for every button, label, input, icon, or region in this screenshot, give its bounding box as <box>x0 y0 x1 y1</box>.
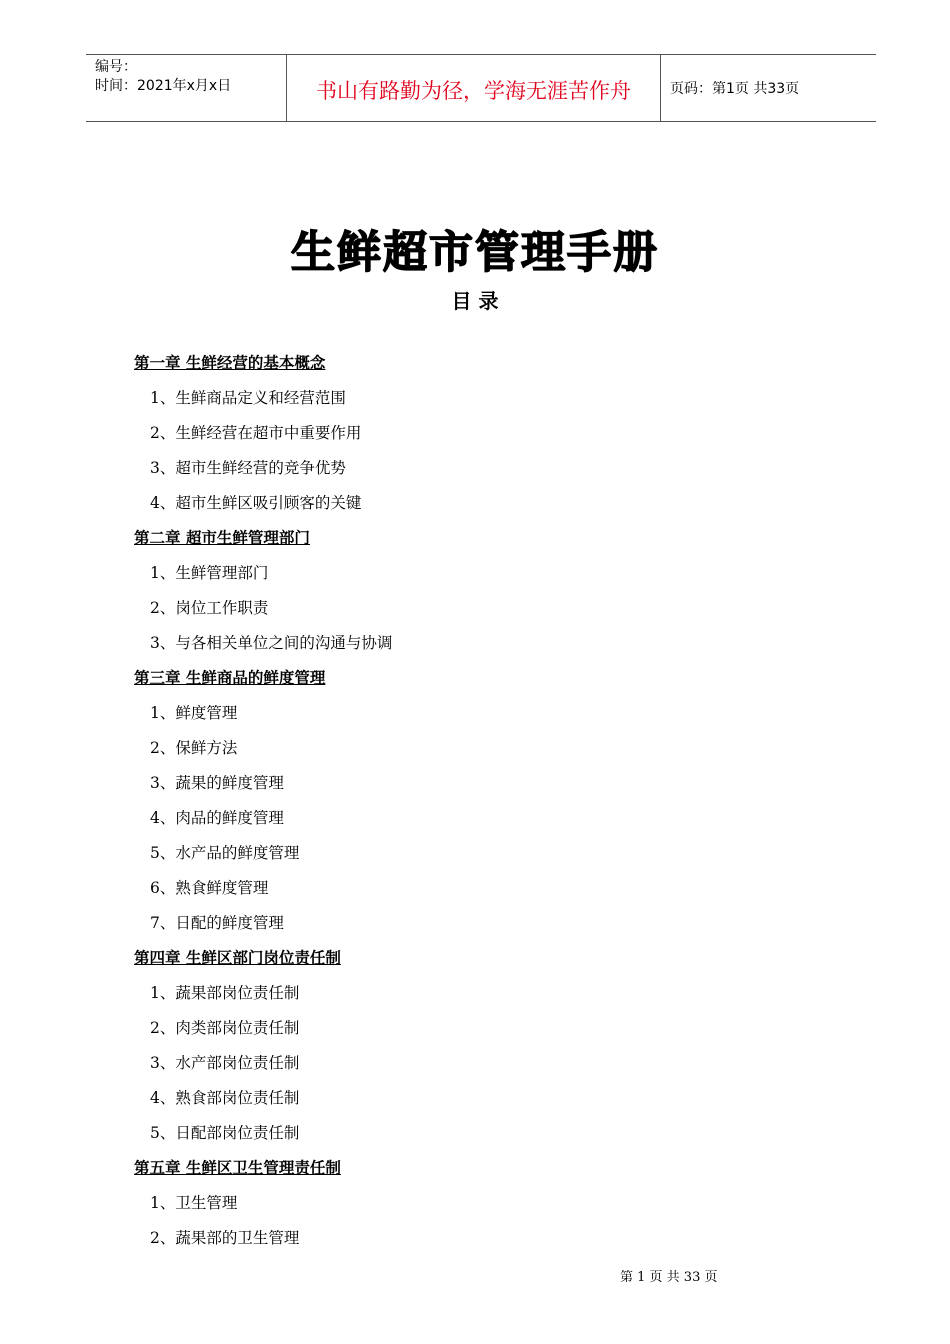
toc-item: 3、与各相关单位之间的沟通与协调 <box>150 634 393 652</box>
toc-item: 3、蔬果的鲜度管理 <box>150 774 284 792</box>
toc-item: 1、卫生管理 <box>150 1194 238 1212</box>
page-header <box>86 54 876 122</box>
toc-item: 2、保鲜方法 <box>150 739 238 757</box>
toc-item: 3、超市生鲜经营的竞争优势 <box>150 459 346 477</box>
toc-item: 4、熟食部岗位责任制 <box>150 1089 300 1107</box>
document-title: 生鲜超市管理手册 <box>291 227 659 278</box>
toc-chapter-heading: 第二章 超市生鲜管理部门 <box>134 528 310 547</box>
document-number-label: 编号： <box>95 59 137 75</box>
toc-item: 5、水产品的鲜度管理 <box>150 844 300 862</box>
toc-item: 2、生鲜经营在超市中重要作用 <box>150 424 362 442</box>
toc-chapter-heading: 第一章 生鲜经营的基本概念 <box>134 353 326 372</box>
toc-chapter-heading: 第三章 生鲜商品的鲜度管理 <box>134 668 326 687</box>
toc-item: 1、生鲜商品定义和经营范围 <box>150 389 346 407</box>
toc-chapter-heading: 第五章 生鲜区卫生管理责任制 <box>134 1158 341 1177</box>
toc-item: 1、鲜度管理 <box>150 704 238 722</box>
toc-item: 2、岗位工作职责 <box>150 599 269 617</box>
toc-item: 6、熟食鲜度管理 <box>150 879 269 897</box>
header-motto: 书山有路勤为径，学海无涯苦作舟 <box>287 55 661 121</box>
toc-item: 2、肉类部岗位责任制 <box>150 1019 300 1037</box>
toc-item: 1、生鲜管理部门 <box>150 564 269 582</box>
toc-item: 1、蔬果部岗位责任制 <box>150 984 300 1002</box>
toc-chapter-heading: 第四章 生鲜区部门岗位责任制 <box>134 948 341 967</box>
page-footer: 第 1 页 共 33 页 <box>620 1270 718 1285</box>
toc-heading: 目 录 <box>451 289 499 313</box>
toc-item: 2、蔬果部的卫生管理 <box>150 1229 300 1247</box>
toc-item: 3、水产部岗位责任制 <box>150 1054 300 1072</box>
document-date-label: 时间：2021年x月x日 <box>95 78 232 94</box>
header-page-info: 页码：第1页 共33页 <box>670 81 800 97</box>
toc-item: 4、肉品的鲜度管理 <box>150 809 284 827</box>
header-meta <box>86 55 287 121</box>
table-of-contents <box>134 350 834 1260</box>
toc-item: 5、日配部岗位责任制 <box>150 1124 300 1142</box>
toc-item: 7、日配的鲜度管理 <box>150 914 284 932</box>
toc-item: 4、超市生鲜区吸引顾客的关键 <box>150 494 362 512</box>
